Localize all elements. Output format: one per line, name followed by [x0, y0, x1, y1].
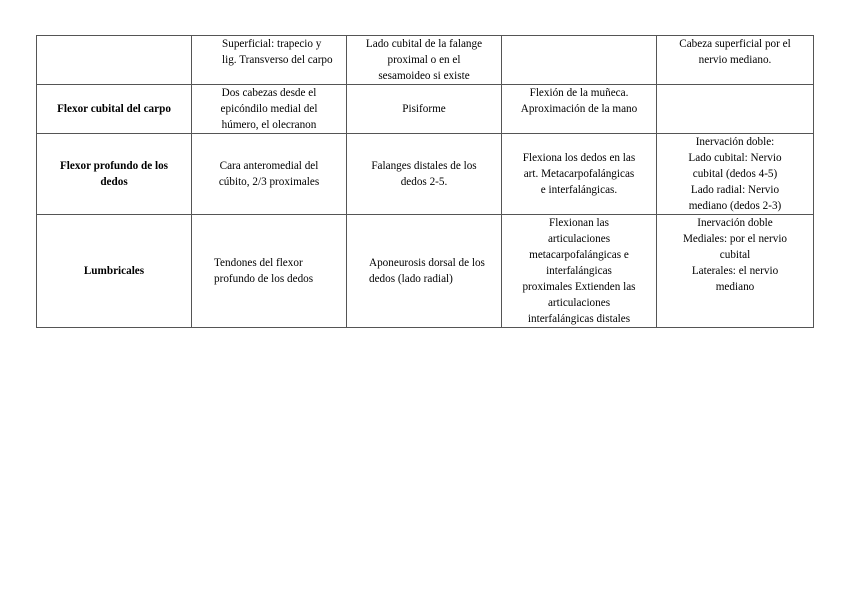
origin-line: lig. Transverso del carpo [222, 54, 333, 66]
innervation-cell [657, 134, 814, 215]
insertion-line: Lado cubital de la falange [365, 38, 483, 50]
action-line: proximales Extienden las [522, 281, 636, 293]
insertion-cell [347, 85, 502, 134]
origin-cell [192, 36, 347, 85]
insertion-cell [347, 36, 502, 85]
action-line: interfalángicas [546, 265, 612, 277]
table-row [37, 85, 814, 134]
action-line: Flexión de la muñeca. [529, 87, 629, 99]
action-cell [502, 215, 657, 328]
action-line: interfalángicas distales [527, 313, 631, 325]
innervation-line: Inervación doble [697, 217, 773, 229]
origin-line: húmero, el olecranon [221, 119, 317, 131]
innervation-line: Lado radial: Nervio [690, 184, 780, 196]
action-cell [502, 134, 657, 215]
insertion-line: Falanges distales de los [371, 160, 477, 172]
origin-cell [192, 85, 347, 134]
innervation-line: Lado cubital: Nervio [688, 152, 782, 164]
innervation-line: cubital (dedos 4-5) [692, 168, 778, 180]
innervation-line: Mediales: por el nervio [682, 233, 788, 245]
insertion-line: proximal o en el [387, 54, 461, 66]
action-line: Flexiona los dedos en las [522, 152, 636, 164]
action-cell [502, 85, 657, 134]
innervation-cell [657, 215, 814, 328]
origin-line: profundo de los dedos [214, 273, 314, 285]
origin-line: cúbito, 2/3 proximales [218, 176, 320, 188]
insertion-cell [347, 215, 502, 328]
action-line: e interfalángicas. [540, 184, 618, 196]
insertion-line: sesamoideo si existe [378, 70, 470, 82]
insertion-cell [347, 134, 502, 215]
muscle-name: Flexor cubital del carpo [57, 103, 171, 115]
innervation-cell [657, 36, 814, 85]
table-row [37, 134, 814, 215]
action-line: art. Metacarpofalángicas [523, 168, 635, 180]
table-row [37, 215, 814, 328]
muscle-table [36, 35, 814, 328]
innervation-cell [657, 85, 814, 134]
action-line: metacarpofalángicas e [529, 249, 629, 261]
action-line: Aproximación de la mano [520, 103, 638, 115]
origin-line: Tendones del flexor [214, 257, 303, 269]
innervation-line: nervio mediano. [698, 54, 772, 66]
origin-line: Superficial: trapecio y [222, 38, 322, 50]
innervation-line: mediano [715, 281, 755, 293]
muscle-name-cell [37, 134, 192, 215]
action-line: articulaciones [547, 233, 611, 245]
insertion-line: dedos (lado radial) [369, 273, 453, 285]
insertion-line: Pisiforme [402, 103, 446, 115]
origin-cell [192, 215, 347, 328]
action-line: Flexionan las [549, 217, 609, 229]
insertion-line: dedos 2-5. [400, 176, 448, 188]
muscle-name: Lumbricales [83, 265, 145, 277]
innervation-line: cubital [719, 249, 751, 261]
innervation-line: Laterales: el nervio [691, 265, 779, 277]
action-line: articulaciones [547, 297, 611, 309]
muscle-name-cell [37, 215, 192, 328]
muscle-name: Flexor profundo de los dedos [59, 160, 169, 188]
origin-line: epicóndilo medial del [220, 103, 318, 115]
muscle-name-cell [37, 36, 192, 85]
innervation-line: Cabeza superficial por el [679, 38, 791, 50]
origin-cell [192, 134, 347, 215]
insertion-line: Aponeurosis dorsal de los [369, 257, 485, 269]
action-cell [502, 36, 657, 85]
muscle-name-cell [37, 85, 192, 134]
innervation-line: Inervación doble: [695, 136, 775, 148]
table-row [37, 36, 814, 85]
origin-line: Dos cabezas desde el [221, 87, 317, 99]
innervation-line: mediano (dedos 2-3) [688, 200, 782, 212]
origin-line: Cara anteromedial del [219, 160, 319, 172]
